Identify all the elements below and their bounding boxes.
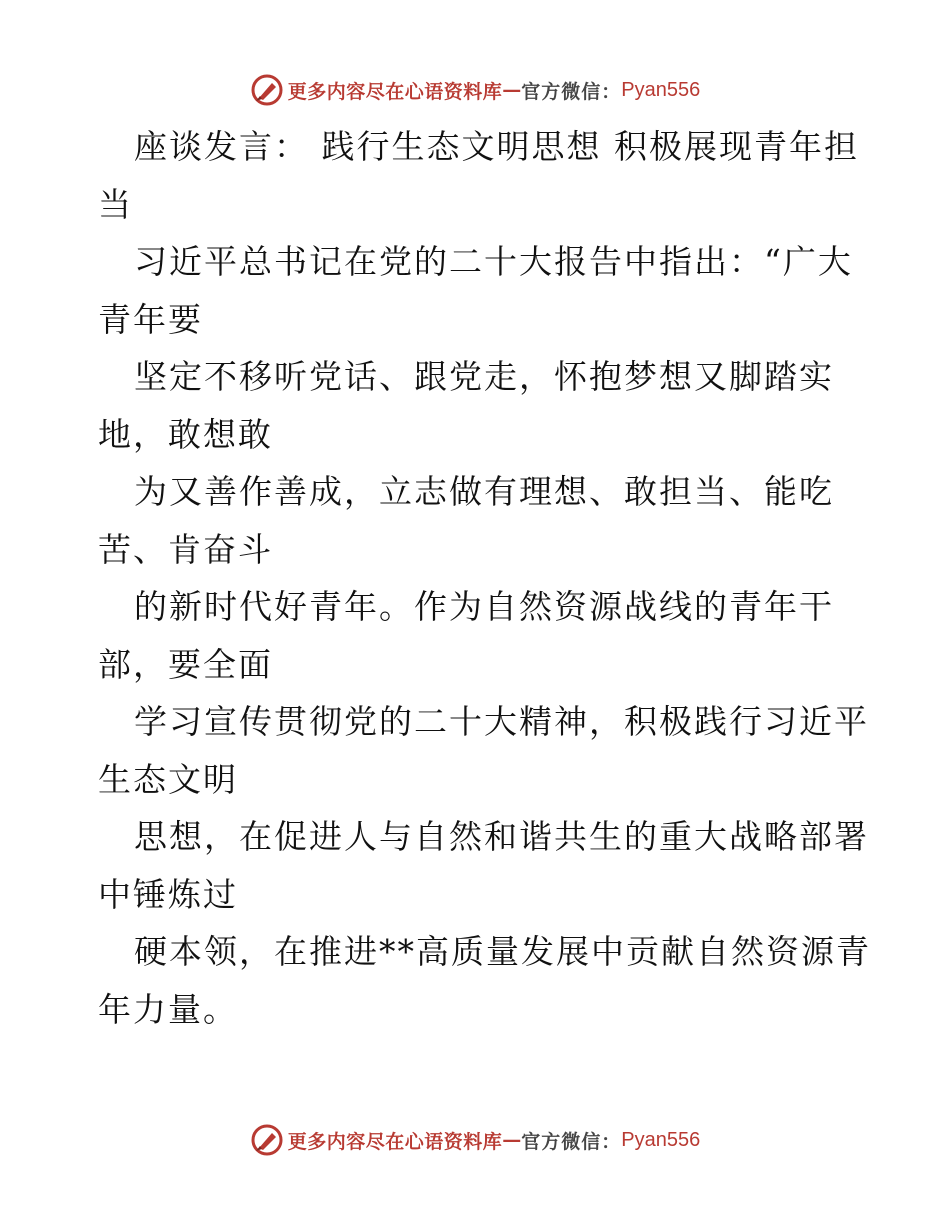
watermark-label: 官方微信：: [521, 80, 622, 103]
watermark-label: 官方微信：: [521, 1130, 622, 1153]
watermark-separator: —: [502, 79, 522, 101]
watermark-separator: —: [502, 1129, 522, 1151]
pen-logo-icon: [250, 1123, 284, 1157]
pen-logo-icon: [250, 73, 284, 107]
text-line: 为又善作善成，立志做有理想、敢担当、能吃: [134, 472, 834, 511]
watermark-wechat-id: Pyan556: [621, 1128, 701, 1151]
watermark-wechat-id: Pyan556: [621, 78, 701, 101]
text-line: 思想，在促进人与自然和谐共生的重大战略部署: [134, 817, 869, 856]
watermark-brand: 更多内容尽在心语资料库: [287, 1130, 503, 1153]
text-line: 中锤炼过: [98, 874, 238, 914]
text-line: 的新时代好青年。作为自然资源战线的青年干: [134, 587, 834, 626]
text-line: 习近平总书记在党的二十大报告中指出：“广大: [134, 242, 853, 281]
watermark-header: [0, 70, 950, 110]
text-line: 部，要全面: [98, 644, 273, 684]
text-line: 硬本领，在推进**高质量发展中贡献自然资源青: [134, 932, 871, 971]
text-line: 苦、肯奋斗: [98, 529, 273, 569]
text-line: 年力量。: [98, 989, 238, 1029]
text-line: 坚定不移听党话、跟党走，怀抱梦想又脚踏实: [134, 357, 834, 396]
text-line: 青年要: [98, 299, 203, 339]
watermark-brand: 更多内容尽在心语资料库: [287, 80, 503, 103]
text-line: 当: [98, 184, 133, 224]
text-line: 地，敢想敢: [98, 414, 273, 454]
document-body: [98, 118, 871, 1038]
watermark-footer: [0, 1120, 950, 1160]
text-line: 学习宣传贯彻党的二十大精神，积极践行习近平: [134, 702, 869, 741]
text-line: 生态文明: [98, 759, 238, 799]
text-line: 座谈发言： 践行生态文明思想 积极展现青年担: [134, 127, 859, 166]
